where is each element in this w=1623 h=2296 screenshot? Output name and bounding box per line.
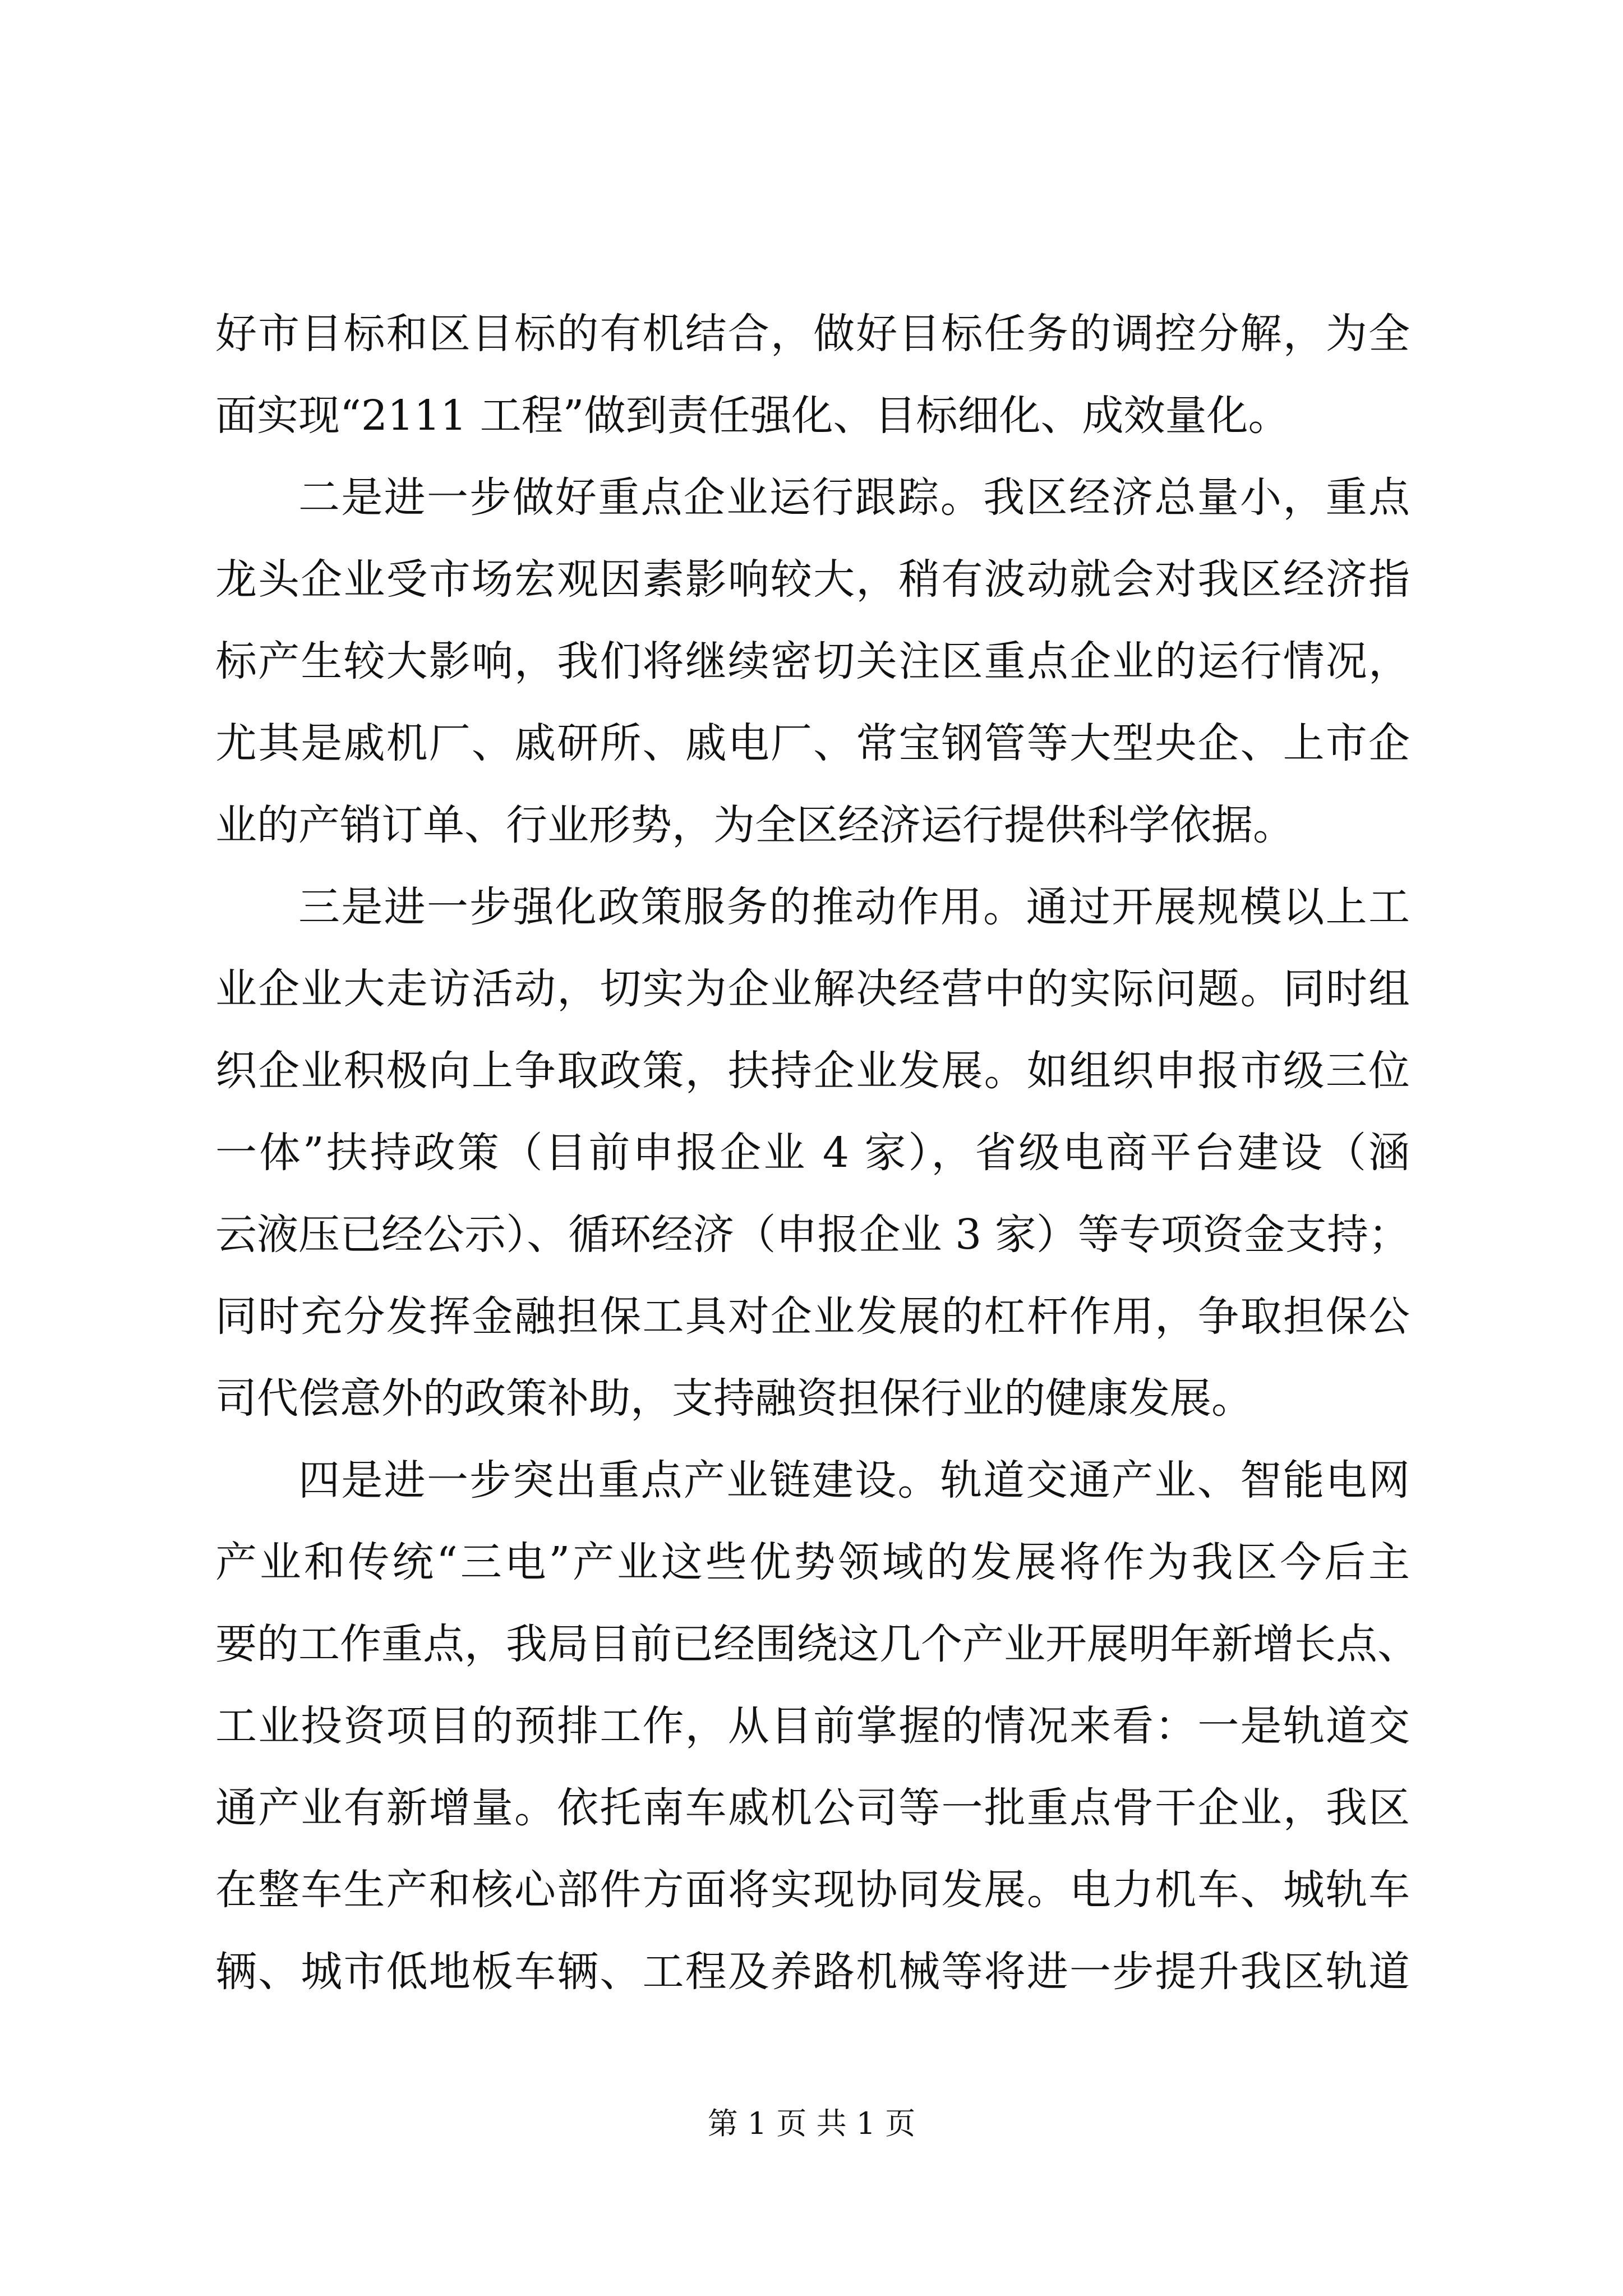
text-line: 要的工作重点，我局目前已经围绕这几个产业开展明年新增长点、 bbox=[215, 1620, 1419, 1668]
text-line: 业的产销订单、行业形势，为全区经济运行提供科学依据。 bbox=[215, 801, 1294, 849]
text-line: 龙头企业受市场宏观因素影响较大，稍有波动就会对我区经济指 bbox=[215, 555, 1410, 604]
text-line: 一体”扶持政策（目前申报企业 4 家），省级电商平台建设（涵 bbox=[215, 1129, 1410, 1177]
text-line: 同时充分发挥金融担保工具对企业发展的杠杆作用，争取担保公 bbox=[215, 1292, 1410, 1341]
text-line: 云液压已经公示）、循环经济（申报企业 3 家）等专项资金支持； bbox=[215, 1211, 1410, 1259]
text-line: 标产生较大影响，我们将继续密切关注区重点企业的运行情况， bbox=[215, 637, 1410, 685]
paragraph-start-line: 四是进一步突出重点产业链建设。轨道交通产业、智能电网 bbox=[298, 1456, 1410, 1504]
text-line: 工业投资项目的预排工作，从目前掌握的情况来看：一是轨道交 bbox=[215, 1702, 1410, 1750]
paragraph-start-line: 三是进一步强化政策服务的推动作用。通过开展规模以上工 bbox=[298, 883, 1410, 931]
paragraph-start-line: 二是进一步做好重点企业运行跟踪。我区经济总量小，重点 bbox=[298, 473, 1410, 522]
text-line: 业企业大走访活动，切实为企业解决经营中的实际问题。同时组 bbox=[215, 965, 1410, 1013]
text-line: 好市目标和区目标的有机结合，做好目标任务的调控分解，为全 bbox=[215, 310, 1410, 358]
text-line: 尤其是戚机厂、戚研所、戚电厂、常宝钢管等大型央企、上市企 bbox=[215, 719, 1410, 767]
document-body bbox=[215, 293, 1419, 2013]
text-line: 产业和传统“三电”产业这些优势领域的发展将作为我区今后主 bbox=[215, 1538, 1410, 1586]
text-line: 辆、城市低地板车辆、工程及养路机械等将进一步提升我区轨道 bbox=[215, 1948, 1410, 1996]
text-line: 通产业有新增量。依托南车戚机公司等一批重点骨干企业，我区 bbox=[215, 1784, 1410, 1832]
page-number-label: 第 1 页 共 1 页 bbox=[707, 2106, 916, 2141]
page-footer bbox=[0, 2101, 1623, 2146]
text-line: 面实现“2111 工程”做到责任强化、目标细化、成效量化。 bbox=[215, 392, 1290, 440]
text-line: 织企业积极向上争取政策，扶持企业发展。如组织申报市级三位 bbox=[215, 1047, 1410, 1095]
text-line: 司代偿意外的政策补助，支持融资担保行业的健康发展。 bbox=[215, 1374, 1253, 1423]
text-line: 在整车生产和核心部件方面将实现协同发展。电力机车、城轨车 bbox=[215, 1866, 1410, 1914]
